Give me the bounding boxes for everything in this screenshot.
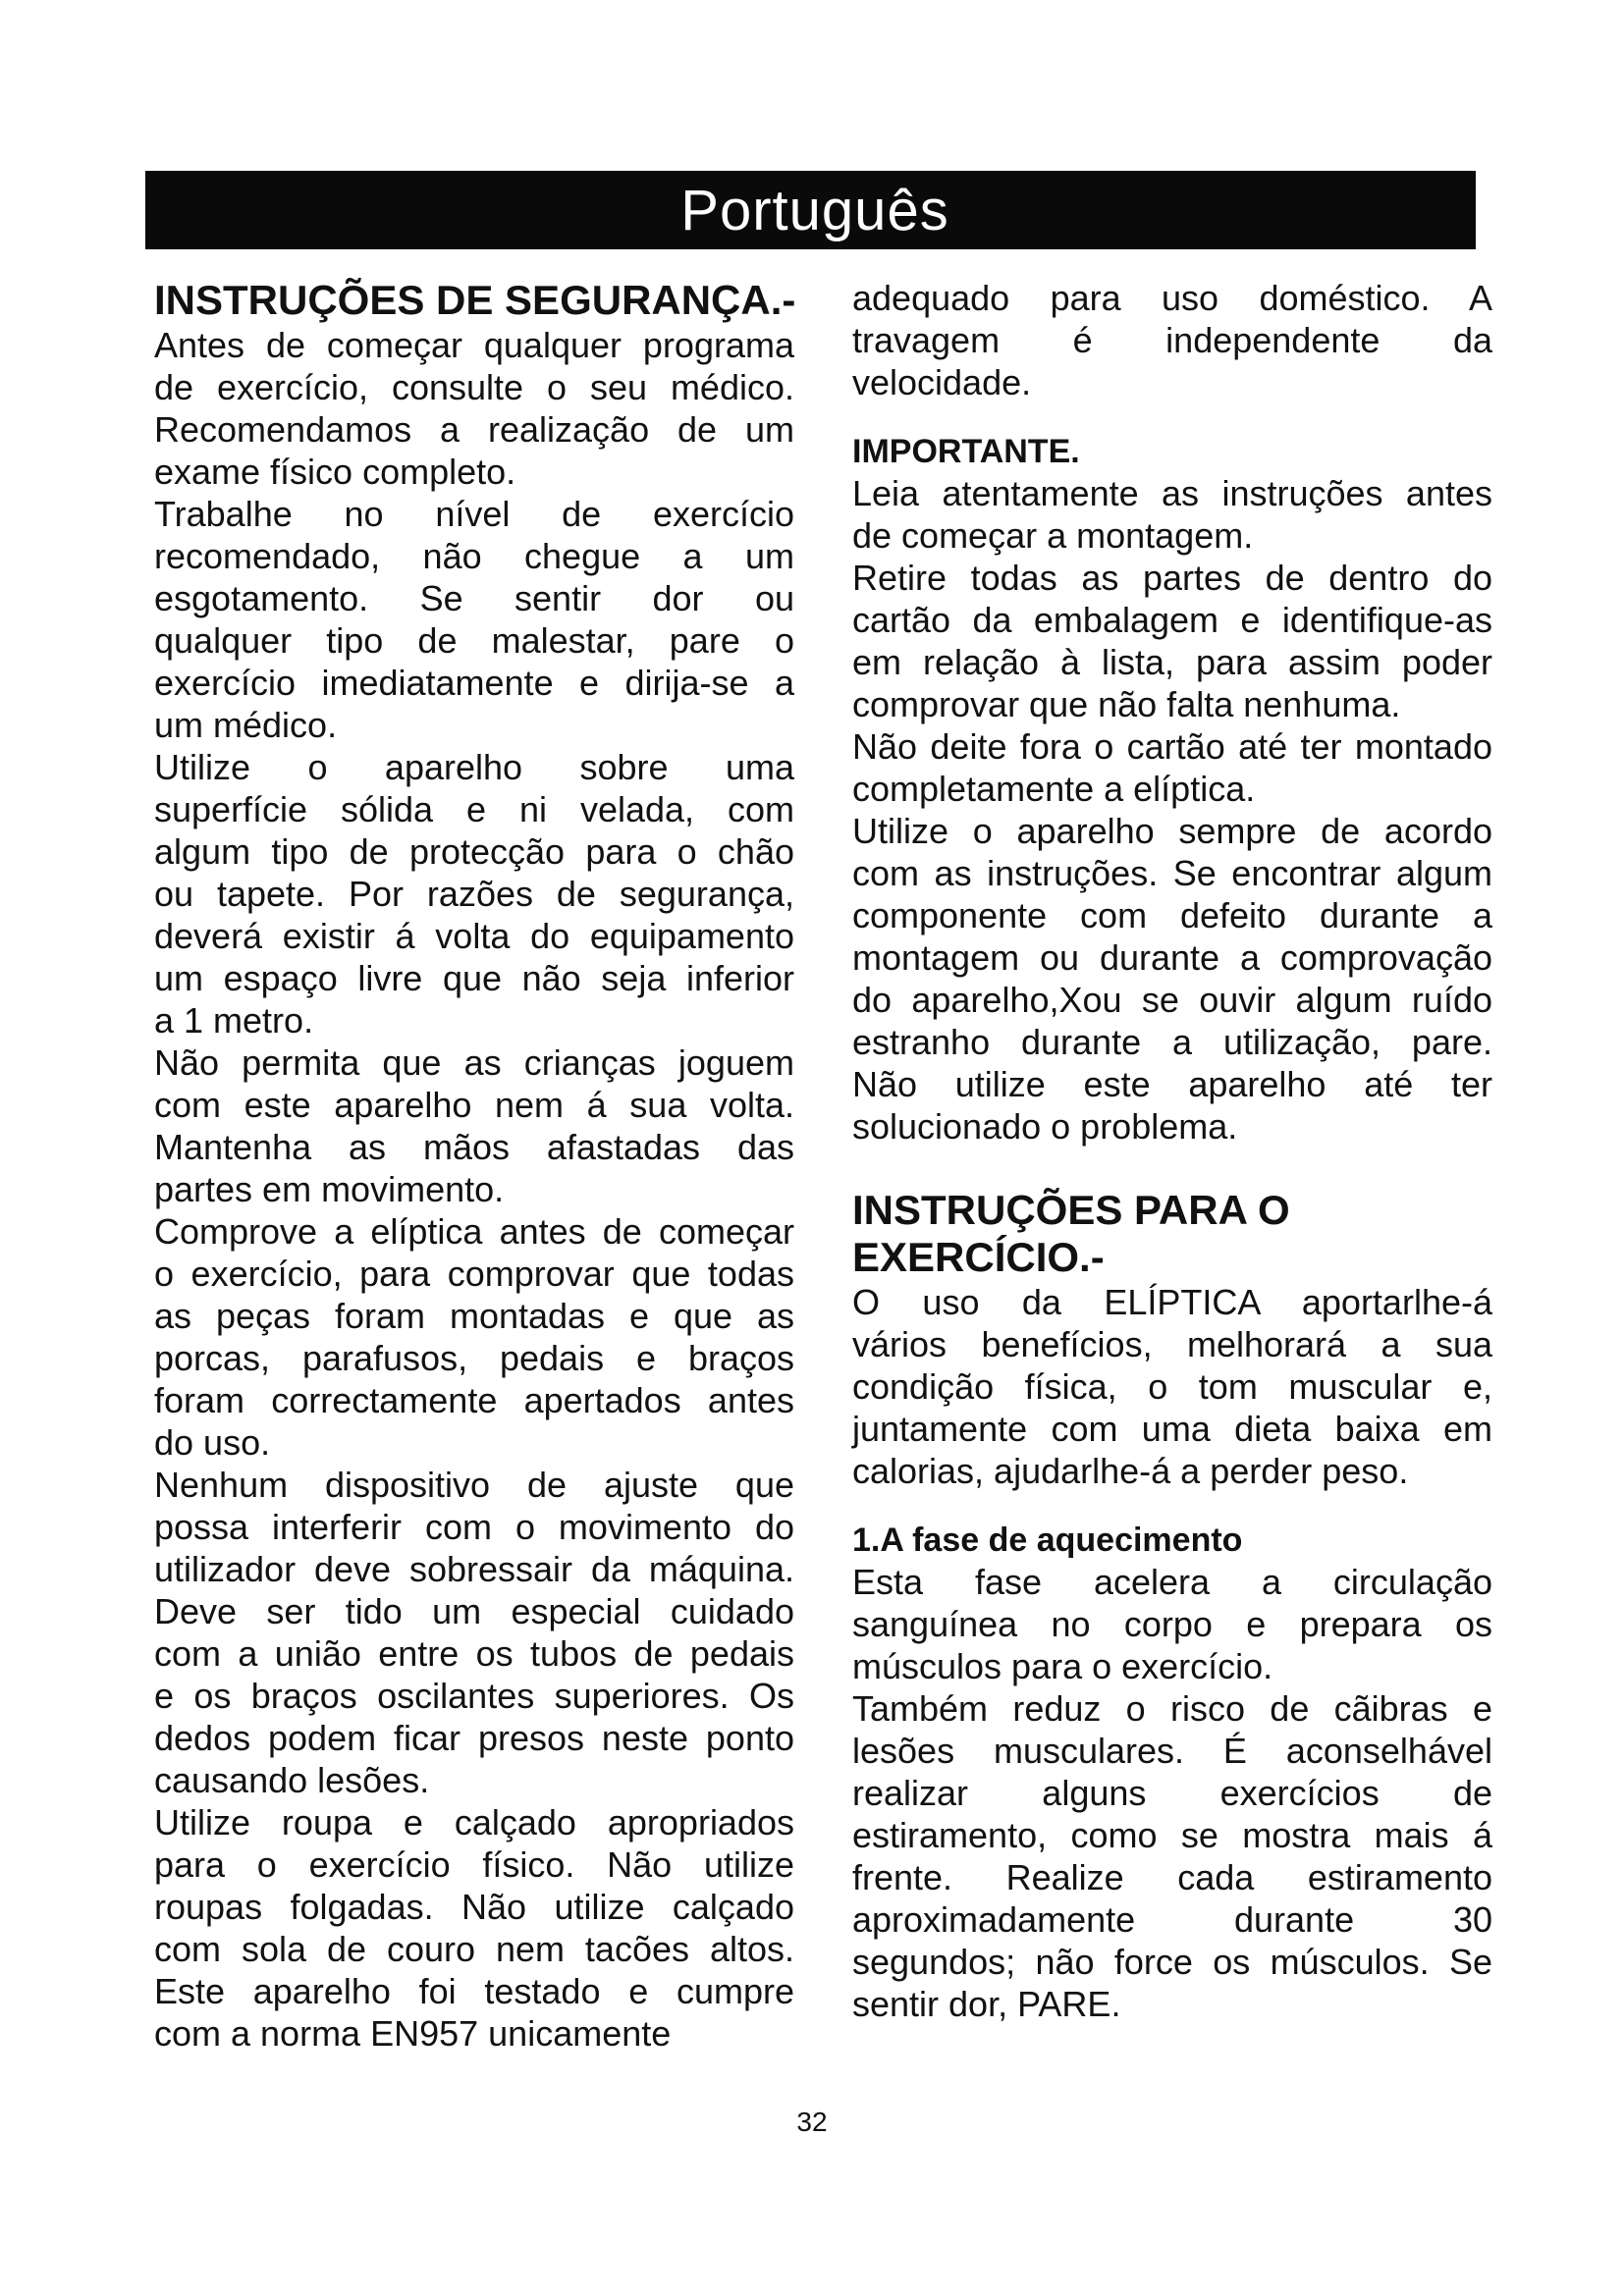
text-line: qualquer tipo de malestar, pare o xyxy=(154,620,794,661)
text-line: porcas, parafusos, pedais e braços xyxy=(154,1338,794,1378)
exercise-instructions-heading-line-2: EXERCÍCIO.- xyxy=(852,1234,1105,1280)
safety-continued-body xyxy=(852,277,1492,403)
text-line: com a norma EN957 unicamente xyxy=(154,2013,672,2054)
text-line: juntamente com uma dieta baixa em xyxy=(852,1409,1492,1449)
text-line: comprovar que não falta nenhuma. xyxy=(852,684,1401,724)
right-column xyxy=(852,277,1492,2025)
text-line: um médico. xyxy=(154,705,338,745)
text-line: Comprove a elíptica antes de começar xyxy=(154,1211,794,1252)
text-line: segundos; não force os músculos. Se xyxy=(852,1942,1492,1982)
text-line: superfície sólida e ni velada, com xyxy=(154,789,794,829)
text-line: Recomendamos a realização de um xyxy=(154,409,794,450)
text-line: foram correctamente apertados antes xyxy=(154,1380,794,1420)
text-line: Leia atentamente as instruções antes xyxy=(852,473,1492,513)
safety-instructions-heading: INSTRUÇÕES DE SEGURANÇA.- xyxy=(154,277,796,323)
text-line: completamente a elíptica. xyxy=(852,769,1256,809)
page-number: 32 xyxy=(796,2107,828,2137)
text-line: ou tapete. Por razões de segurança, xyxy=(154,874,794,914)
text-line: exercício imediatamente e dirija-se a xyxy=(154,663,794,703)
warmup-body xyxy=(852,1561,1492,2025)
text-line: em relação à lista, para assim poder xyxy=(852,642,1492,682)
text-line: Este aparelho foi testado e cumpre xyxy=(154,1971,794,2011)
text-line: solucionado o problema. xyxy=(852,1106,1238,1147)
text-line: de exercício, consulte o seu médico. xyxy=(154,367,794,407)
text-line: a 1 metro. xyxy=(154,1000,314,1041)
text-line: dedos podem ficar presos neste ponto xyxy=(154,1718,794,1758)
text-line: exame físico completo. xyxy=(154,452,516,492)
safety-instructions-body xyxy=(154,324,794,2055)
text-line: Utilize o aparelho sempre de acordo xyxy=(852,811,1492,851)
text-line: do uso. xyxy=(154,1422,271,1463)
text-line: utilizador deve sobressair da máquina. xyxy=(154,1549,794,1589)
text-line: Mantenha as mãos afastadas das xyxy=(154,1127,794,1167)
text-line: cartão da embalagem e identifique-as xyxy=(852,600,1492,640)
text-line: realizar alguns exercícios de xyxy=(852,1773,1492,1813)
left-column xyxy=(154,277,794,2055)
text-line: recomendado, não chegue a um xyxy=(154,536,794,576)
important-body xyxy=(852,472,1492,1148)
text-line: esgotamento. Se sentir dor ou xyxy=(154,578,794,618)
warmup-heading: 1.A fase de aquecimento xyxy=(852,1522,1243,1559)
text-line: com sola de couro nem tacões altos. xyxy=(154,1929,794,1969)
text-line: com as instruções. Se encontrar algum xyxy=(852,853,1492,893)
text-line: montagem ou durante a comprovação xyxy=(852,937,1492,978)
text-line: Também reduz o risco de cãibras e xyxy=(852,1688,1492,1729)
text-line: sanguínea no corpo e prepara os xyxy=(852,1604,1492,1644)
text-line: com este aparelho nem á sua volta. xyxy=(154,1085,794,1125)
text-line: Retire todas as partes de dentro do xyxy=(852,558,1492,598)
text-line: Utilize o aparelho sobre uma xyxy=(154,747,794,787)
text-line: músculos para o exercício. xyxy=(852,1646,1273,1686)
text-line: frente. Realize cada estiramento xyxy=(852,1857,1492,1897)
exercise-instructions-body xyxy=(852,1281,1492,1492)
text-line: possa interferir com o movimento do xyxy=(154,1507,794,1547)
exercise-instructions-heading-line-1: INSTRUÇÕES PARA O xyxy=(852,1187,1290,1233)
text-line: calorias, ajudarlhe-á a perder peso. xyxy=(852,1451,1409,1491)
text-line: Não deite fora o cartão até ter montado xyxy=(852,726,1492,767)
text-line: estiramento, como se mostra mais á xyxy=(852,1815,1492,1855)
text-line: Nenhum dispositivo de ajuste que xyxy=(154,1465,794,1505)
text-line: deverá existir á volta do equipamento xyxy=(154,916,794,956)
text-line: aproximadamente durante 30 xyxy=(852,1899,1492,1940)
text-line: Utilize roupa e calçado apropriados xyxy=(154,1802,794,1842)
text-line: velocidade. xyxy=(852,362,1032,402)
text-line: com a união entre os tubos de pedais xyxy=(154,1633,794,1674)
language-title: Português xyxy=(680,179,949,242)
text-line: de começar a montagem. xyxy=(852,515,1254,556)
text-line: o exercício, para comprovar que todas xyxy=(154,1254,794,1294)
text-line: um espaço livre que não seja inferior xyxy=(154,958,794,998)
text-line: roupas folgadas. Não utilize calçado xyxy=(154,1887,794,1927)
text-line: componente com defeito durante a xyxy=(852,895,1492,935)
text-line: partes em movimento. xyxy=(154,1169,505,1209)
text-line: para o exercício físico. Não utilize xyxy=(154,1844,794,1885)
text-line: Antes de começar qualquer programa xyxy=(154,325,794,365)
text-line: travagem é independente da xyxy=(852,320,1492,360)
text-line: as peças foram montadas e que as xyxy=(154,1296,794,1336)
important-heading: IMPORTANTE. xyxy=(852,433,1080,470)
text-line: Esta fase acelera a circulação xyxy=(852,1562,1492,1602)
text-line: vários benefícios, melhorará a sua xyxy=(852,1324,1492,1364)
text-line: causando lesões. xyxy=(154,1760,430,1800)
text-line: sentir dor, PARE. xyxy=(852,1984,1121,2024)
text-line: adequado para uso doméstico. A xyxy=(852,278,1492,318)
text-line: Não utilize este aparelho até ter xyxy=(852,1064,1492,1104)
text-line: e os braços oscilantes superiores. Os xyxy=(154,1676,794,1716)
text-line: condição física, o tom muscular e, xyxy=(852,1366,1492,1407)
text-line: O uso da ELÍPTICA aportarlhe-á xyxy=(852,1282,1492,1322)
text-line: algum tipo de protecção para o chão xyxy=(154,831,794,872)
text-line: Trabalhe no nível de exercício xyxy=(154,494,794,534)
text-line: Não permita que as crianças joguem xyxy=(154,1042,794,1083)
text-line: do aparelho,Xou se ouvir algum ruído xyxy=(852,980,1492,1020)
text-line: estranho durante a utilização, pare. xyxy=(852,1022,1492,1062)
text-line: lesões musculares. É aconselhável xyxy=(852,1731,1492,1771)
text-line: Deve ser tido um especial cuidado xyxy=(154,1591,794,1631)
